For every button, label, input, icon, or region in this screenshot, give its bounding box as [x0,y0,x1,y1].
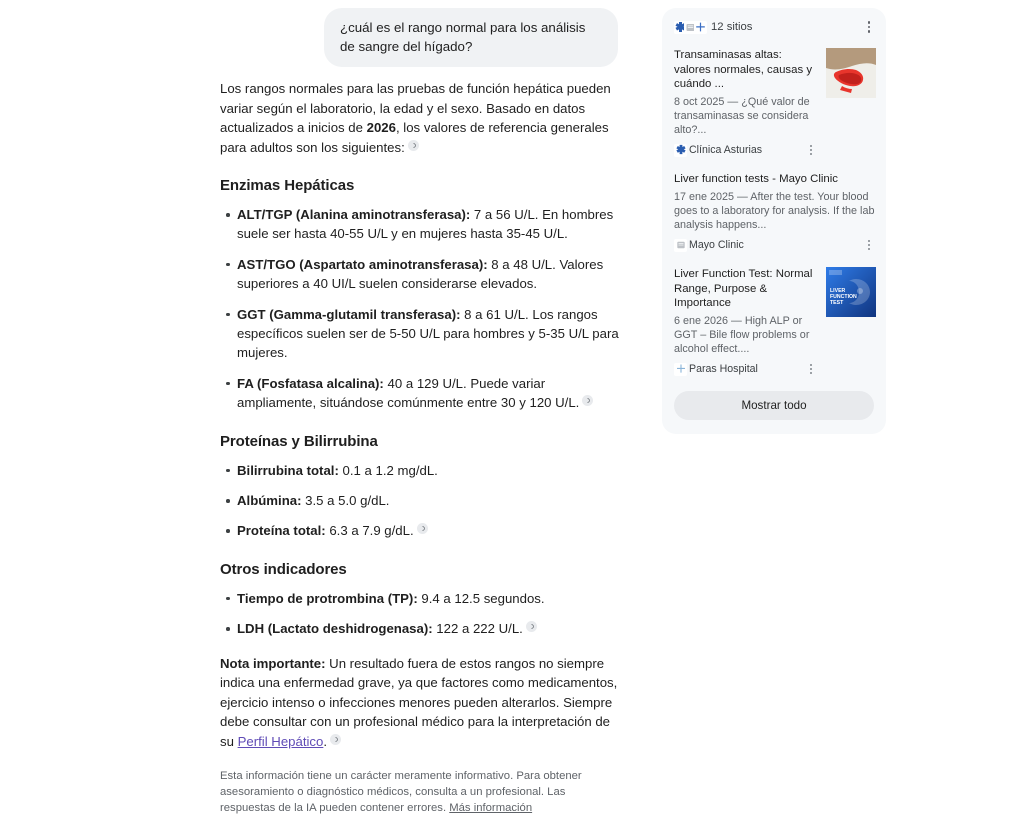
perfil-hepatico-link[interactable]: Perfil Hepático [237,733,324,749]
source-card-snippet: 17 ene 2025 — After the test. Your blood goes to a laboratory for analysis. If the lab analysis happens... [674,190,875,232]
list-item [237,305,620,363]
fact-term: FA (Fosfatasa alcalina): [237,375,384,391]
citation-chip[interactable] [417,523,428,534]
fact-detail: 8 a 48 U/L. Valores superiores a 40 UI/L suelen considerarse elevados. [237,256,604,292]
source-more-options-button[interactable] [862,237,876,253]
source-more-options-button[interactable] [804,142,818,158]
source-card-snippet: 8 oct 2025 — ¿Qué valor de transaminasas se considera alto?... [674,95,810,136]
list-item [237,205,620,244]
source-name: Mayo Clinic [689,238,744,251]
fact-term: LDH (Lactato deshidrogenasa): [237,621,433,637]
fact-term: Proteína total: [237,523,326,539]
fact-list-enzimas [220,205,620,413]
fact-detail: 6.3 a 7.9 g/dL. [325,523,414,539]
note-label: Nota importante: [220,655,326,671]
show-all-wrapper [662,385,886,424]
source-thumbnail-liver-photo [826,48,876,98]
fact-term: GGT (Gamma-glutamil transferasa): [237,306,461,322]
source-card[interactable] [662,166,886,261]
fact-detail: 3.5 a 5.0 g/dL. [301,493,390,509]
fact-detail: 8 a 61 U/L. Los rangos específicos suelen ser de 5-50 U/L para hombres y 5-35 U/L para mujeres. [237,306,619,361]
fact-detail: 7 a 56 U/L. En hombres suele ser hasta 40-55 U/L y en mujeres hasta 35-45 U/L. [237,207,614,242]
fact-term: Tiempo de protrombina (TP): [237,590,418,606]
mayo-clinic-icon [674,239,687,252]
fact-term: Albúmina: [237,493,302,509]
medical-cross-icon [674,144,687,157]
note-text-end: . [323,733,328,749]
source-thumbnail-lft-card [826,267,876,317]
disclaimer-text: Esta información tiene un carácter meramente informativo. Para obtener asesoramiento o diagnóstico médicos, consulta a un profesional. Las respuestas de la IA pueden contener errores. [220,770,582,815]
section-heading-otros: Otros indicadores [220,560,347,578]
list-item [237,619,620,638]
intro-text-part2: , los valores de referencia generales para adultos son los siguientes: [220,120,609,155]
assistant-answer [0,67,640,816]
citation-chip[interactable] [582,395,593,406]
thumbnail-text-line3: TEST [830,300,844,307]
plus-icon [674,363,687,376]
fact-detail: 0.1 a 1.2 mg/dL. [338,462,438,478]
ai-disclaimer [220,768,612,816]
thumbnail-text-line2: FUNCTION [830,294,857,301]
citation-chip[interactable] [330,734,341,745]
thumbnail-text-line1: LIVER [830,288,846,295]
source-card-title: Liver Function Test: Normal Range, Purpose & Importance [674,268,813,310]
fact-detail: 9.4 a 12.5 segundos. [417,590,545,606]
user-query-bubble: ¿cuál es el rango normal para los análisis de sangre del hígado? [324,8,618,67]
source-card[interactable] [662,42,886,166]
fact-detail: 122 a 222 U/L. [432,621,523,637]
source-card-attribution [674,361,818,377]
list-item [237,491,620,510]
panel-more-options-button[interactable] [862,19,876,35]
important-note [220,654,620,752]
sources-panel [662,8,886,434]
source-card-body [674,267,818,377]
fact-term: Bilirrubina total: [237,462,339,478]
citation-chip[interactable] [408,140,419,151]
list-item [237,255,620,294]
list-item [237,521,620,540]
fact-list-proteinas [220,461,620,541]
source-name: Paras Hospital [689,362,758,375]
section-heading-proteinas: Proteínas y Bilirrubina [220,432,378,450]
intro-text-part1: Los rangos normales para las pruebas de función hepática pueden variar según el laboratorio, la edad y el sexo. Basado en datos actualizados a inicios de [220,81,611,135]
source-card-title: Liver function tests - Mayo Clinic [674,173,838,186]
list-item [237,461,620,480]
source-card-body [674,48,818,158]
source-card-attribution [674,142,818,158]
intro-year: 2026 [366,120,396,135]
list-item [237,374,620,413]
fact-list-otros [220,589,620,639]
fact-detail: 40 a 129 U/L. Puede variar ampliamente, situándose comúnmente entre 30 y 120 U/L. [237,375,580,411]
answer-intro [220,79,620,157]
fact-term: AST/TGO (Aspartato aminotransferasa): [237,256,488,272]
fact-term: ALT/TGP (Alanina aminotransferasa): [237,207,471,222]
citation-chip[interactable] [526,621,537,632]
plus-icon [694,21,707,34]
source-name: Clínica Asturias [689,143,763,156]
source-card-snippet: 6 ene 2026 — High ALP or GGT – Bile flow problems or alcohol effect.... [674,314,810,356]
source-card-body [674,172,876,253]
sources-panel-header [662,8,886,42]
note-text: Un resultado fuera de estos rangos no siempre indica una enfermedad grave, ya que factores como medicamentos, ejercicio intenso o infecciones menores pueden alterarlos. Siempre debe consultar con un profesional médico para la interpretación de su [220,655,618,749]
list-item [237,589,620,608]
section-heading-enzimas: Enzimas Hepáticas [220,177,355,194]
favicon-stack [674,21,704,34]
source-card[interactable] [662,261,886,385]
source-card-attribution [674,237,876,253]
source-more-options-button[interactable] [804,361,818,377]
sites-count-label: 12 sitios [711,21,753,33]
show-all-button[interactable]: Mostrar todo [674,391,874,420]
more-info-link[interactable]: Más información [449,802,533,815]
user-turn [0,0,648,67]
source-card-title: Transaminasas altas: valores normales, causas y cuándo ... [674,49,813,90]
